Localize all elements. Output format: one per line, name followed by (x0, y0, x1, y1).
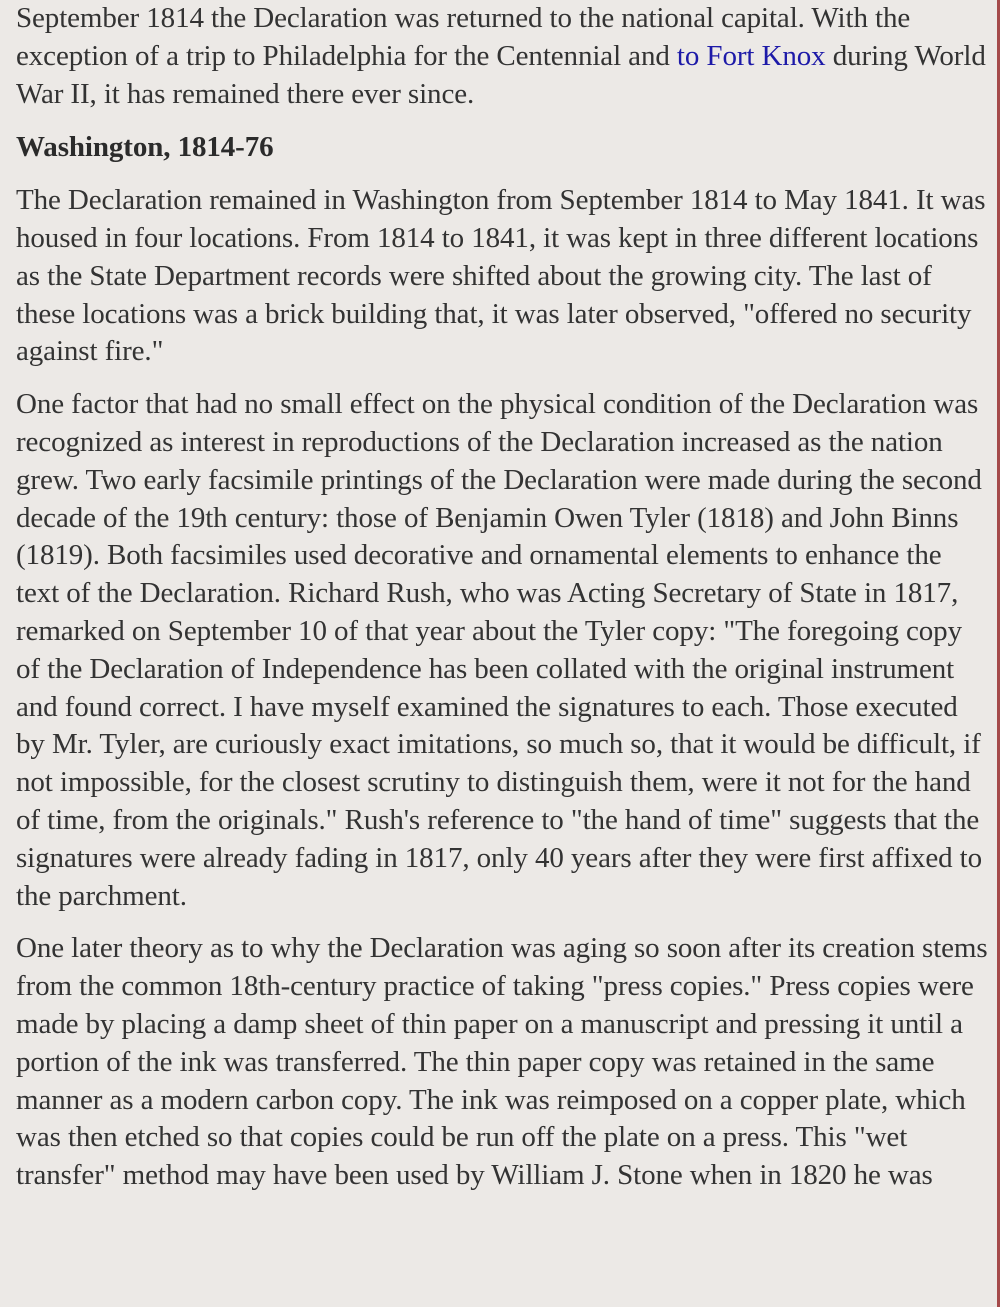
paragraph-press-copies: One later theory as to why the Declaration was aging so soon after its creation stems from the common 18th-century practice of taking "press copies." Press copies were made by placing a damp sheet of thin paper on a manuscript and pressing it until a portion of the ink was transferred. The thin paper copy was retained in the same manner as a modern carbon copy. The ink was reimposed on a copper plate, which was then etched so that copies could be run off the plate on a press. This "wet transfer" method may have been used by William J. Stone when in 1820 he was (16, 932, 988, 1192)
section-heading: Washington, 1814-76 (16, 131, 274, 164)
intro-text-before-link: September 1814 the Declaration was returned to the national capital. With the exception of a trip to Philadelphia for the Centennial and (16, 2, 911, 72)
intro-text-after-link: during World War II, it has remained there ever since. (16, 39, 986, 110)
paragraph-facsimiles: One factor that had no small effect on the physical condition of the Declaration was recognized as interest in reproductions of the Declaration increased as the nation grew. Two early facsimile printings of the Declaration were made during the second decade of the 19th century: those of Benjamin Owen Tyler (1818) and John Binns (1819). Both facsimiles used decorative and ornamental elements to enhance the text of the Declaration. Richard Rush, who was Acting Secretary of State in 1817, remarked on September 10 of that year about the Tyler copy: "The foregoing copy of the Declaration of Independence has been collated with the original instrument and found correct. I have myself examined the signatures to each. Those executed by Mr. Tyler, are curiously exact imitations, so much so, that it would be difficult, if not impossible, for the closest scrutiny to distinguish them, were it not for the hand of time, from the originals." Rush's reference to "the hand of time" suggests that the signatures were already fading in 1817, only 40 years after they were first affixed to the parchment. (16, 388, 983, 912)
article-body (16, 0, 988, 1195)
paragraph-locations: The Declaration remained in Washington from September 1814 to May 1841. It was housed in four locations. From 1814 to 1841, it was kept in three different locations as the State Department records were shifted about the growing city. The last of these locations was a brick building that, it was later observed, "offered no security against fire." (16, 184, 986, 368)
fort-knox-link[interactable]: to Fort Knox (676, 39, 826, 72)
intro-paragraph (16, 0, 988, 113)
